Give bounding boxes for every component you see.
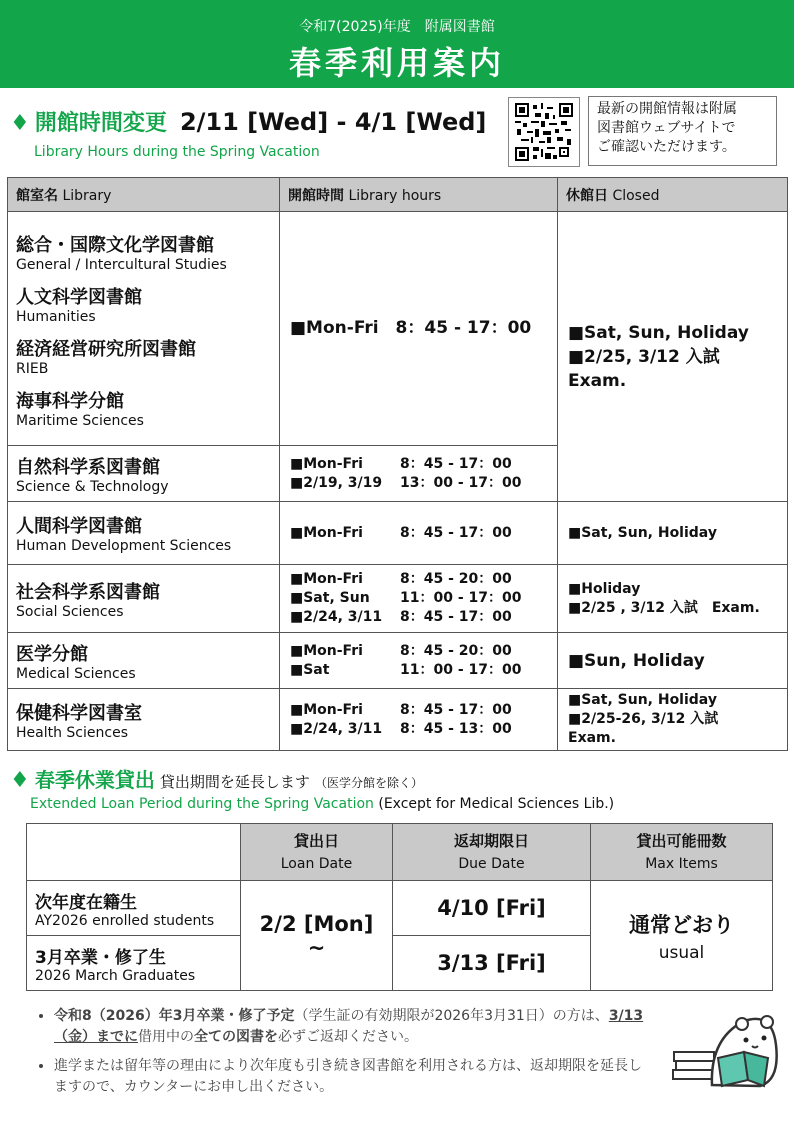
loan-table: [26, 823, 773, 991]
table-row: [8, 689, 788, 751]
empty-header-cell: [27, 824, 241, 881]
qr-code-icon[interactable]: [508, 97, 580, 167]
hours-cell: ■Mon-Fri 8：45 - 20：00 ■Sat 11：00 - 17：00: [280, 633, 558, 689]
table-row: [8, 502, 788, 565]
library-name: 社会科学系図書館 Social Sciences: [8, 565, 280, 633]
column-header-due-date: 返却期限日 Due Date: [393, 824, 591, 881]
column-header-loan-date: 貸出日 Loan Date: [241, 824, 393, 881]
hours-section-heading: [10, 106, 510, 160]
notes: [34, 1006, 644, 1106]
library-name: 経済経営研究所図書館 RIEB: [16, 338, 196, 377]
due-date-cell: 3/13 [Fri]: [393, 936, 591, 991]
notice-line: ご確認いただけます。: [597, 139, 736, 155]
closed-cell: ■Holiday ■2/25 , 3/12 入試 Exam.: [558, 565, 788, 633]
page-title: 春季利用案内: [288, 44, 505, 82]
library-name: 医学分館 Medical Sciences: [8, 633, 280, 689]
loan-date-cell: 2/2 [Mon] ~: [241, 881, 393, 991]
library-name: 総合・国際文化学図書館 General / Intercultural Studies: [16, 234, 227, 273]
hours-date-range: 2/11 [Wed] - 4/1 [Wed]: [179, 108, 487, 136]
hours-cell: ■Mon-Fri 8：45 - 17：00: [280, 502, 558, 565]
hours-cell: ■Mon-Fri 8：45 - 17：00: [280, 212, 558, 446]
hours-cell: ■Mon-Fri 8：45 - 17：00 ■2/19, 3/19 13：00 - 17：00: [280, 446, 558, 502]
hours-cell: ■Mon-Fri 8：45 - 20：00 ■Sat, Sun 11：00 - 17：00 ■2/24, 3/11 8：45 - 17：00: [280, 565, 558, 633]
loan-heading: 春季休業貸出: [34, 768, 155, 792]
library-name: 人間科学図書館 Human Development Sciences: [8, 502, 280, 565]
fiscal-year-label: 令和7(2025)年度 附属図書館: [299, 19, 495, 35]
diamond-icon: ♦: [10, 768, 30, 793]
column-header-library: 館室名 Library: [8, 178, 280, 212]
loan-section-heading: [10, 764, 790, 812]
notice-line: 最新の開館情報は附属: [597, 101, 737, 117]
hours-subheading: Library Hours during the Spring Vacation: [34, 144, 320, 160]
due-date-cell: 4/10 [Fri]: [393, 881, 591, 936]
loan-heading-small: （医学分館を除く）: [315, 776, 424, 790]
website-notice-box: [588, 96, 777, 166]
loan-subheading: Extended Loan Period during the Spring Vacation: [30, 796, 374, 812]
loan-sub-note: (Except for Medical Sciences Lib.): [378, 796, 615, 812]
library-name: 自然科学系図書館 Science & Technology: [8, 446, 280, 502]
reading-mascot-illustration: [672, 1000, 782, 1090]
table-header-row: [8, 178, 788, 212]
column-header-max-items: 貸出可能冊数 Max Items: [591, 824, 773, 881]
notice-line: 図書館ウェブサイトで: [597, 120, 736, 136]
header-banner: [0, 0, 794, 88]
max-items-cell: 通常どおり usual: [591, 881, 773, 991]
table-row: [8, 633, 788, 689]
note-item: • 進学または留年等の理由により次年度も引き続き図書館を利用される方は、返却期限を延長しますので、カウンターにお申し出ください。: [54, 1056, 644, 1098]
table-header-row: [27, 824, 773, 881]
closed-cell: ■Sat, Sun, Holiday: [558, 502, 788, 565]
hours-cell: ■Mon-Fri 8：45 - 17：00 ■2/24, 3/11 8：45 - 13：00: [280, 689, 558, 751]
closed-cell: ■Sun, Holiday: [558, 633, 788, 689]
library-name: 海事科学分館 Maritime Sciences: [16, 390, 144, 429]
note-item: • 令和8（2026）年3月卒業・修了予定（学生証の有効期限が2026年3月31日）の方は、3/13（金）までに借用中の全ての図書を必ずご返却ください。: [54, 1006, 644, 1048]
library-name: 人文科学図書館 Humanities: [16, 286, 142, 325]
column-header-closed: 休館日 Closed: [558, 178, 788, 212]
library-group-cell: [8, 212, 280, 446]
closed-cell: ■Sat, Sun, Holiday ■2/25-26, 3/12 入試 Exam.: [558, 689, 788, 751]
library-name: 保健科学図書室 Health Sciences: [8, 689, 280, 751]
row-label: 次年度在籍生 AY2026 enrolled students: [27, 881, 241, 936]
table-row: [27, 881, 773, 936]
library-hours-table: [7, 177, 788, 751]
loan-subheading-line: [30, 796, 614, 812]
closed-cell: ■Sat, Sun, Holiday ■2/25, 3/12 入試 Exam.: [558, 212, 788, 502]
hours-heading: 開館時間変更: [34, 111, 167, 136]
table-row: [8, 212, 788, 446]
diamond-icon: ♦: [10, 111, 30, 136]
row-label: 3月卒業・修了生 2026 March Graduates: [27, 936, 241, 991]
column-header-hours: 開館時間 Library hours: [280, 178, 558, 212]
loan-heading-note: 貸出期間を延長します: [159, 773, 310, 791]
table-row: [8, 565, 788, 633]
